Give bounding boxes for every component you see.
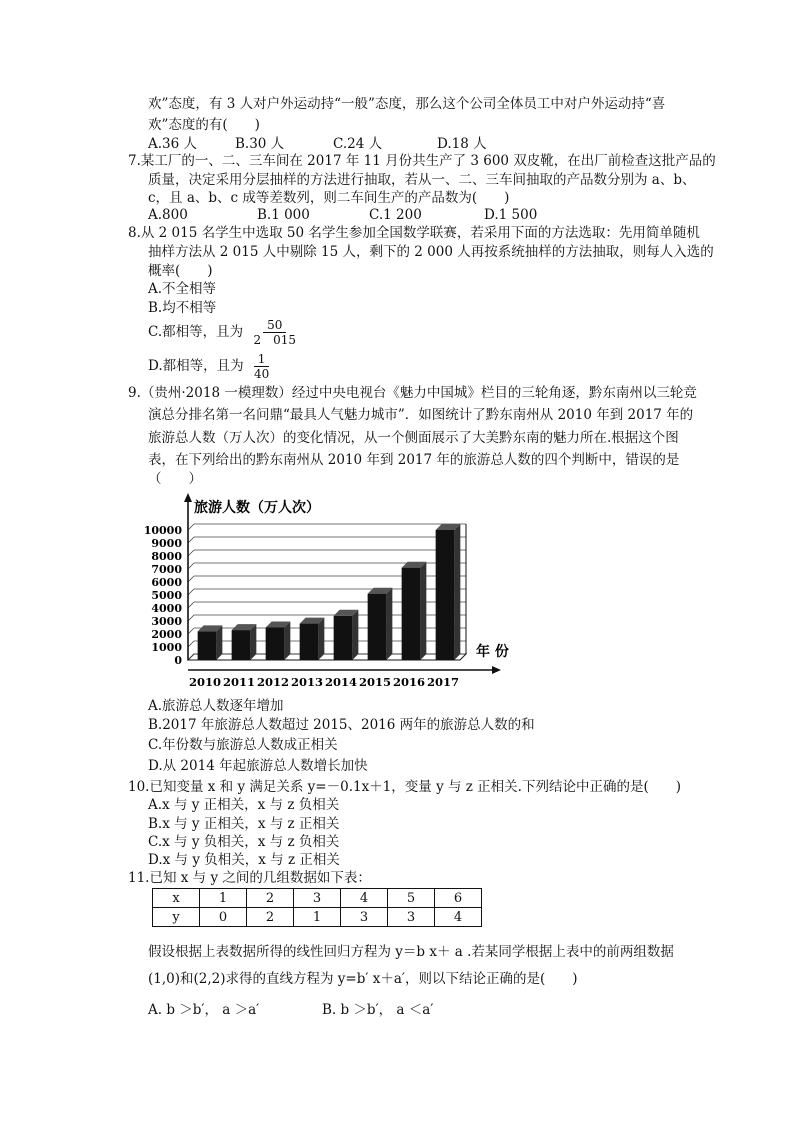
table-cell: 4 [435,908,482,927]
bar-side [318,618,324,660]
y-axis-arrow [184,493,192,502]
q9-line-1: 9.（贵州·2018 一模理数）经过中央电视台《魅力中国城》栏目的三轮角逐，黔东南州以三轮竞 [128,385,697,401]
gridline-diagonal [188,550,194,556]
q10-line-1: 10.已知变量 x 和 y 满足关系 y=－0.1x＋1，变量 y 与 z 正相关.下列结论中正确的是( ) [128,779,682,795]
q8-line-2: 抽样方法从 2 015 人中剔除 15 人，剩下的 2 000 人再按系统抽样的方法抽取，则每人入选的 [148,244,714,260]
q6-line-1: 欢”态度，有 3 人对户外运动持“一般”态度，那么这个公司全体员工中对户外运动持“喜 [148,96,666,112]
q6-option-b: B.30 人 [235,136,285,152]
q8-option-b: B.均不相等 [148,300,217,316]
q10-option-c: C.x 与 y 负相关，x 与 z 负相关 [148,834,340,850]
table-row-y [153,908,482,927]
y-tick-label: 4000 [151,602,182,615]
q8-option-d-text: D.都相等，且为 [148,358,244,374]
bar-side [284,622,290,661]
bar-side [386,588,392,660]
gridline-diagonal [188,602,194,608]
q8-line-1: 8.从 2 015 名学生中选取 50 名学生参加全国数学联赛，若采用下面的方法选取：先用简单随机 [128,225,700,241]
q9-line-3: 旅游总人数（万人次）的变化情况，从一个侧面展示了大美黔东南的魅力所在.根据这个图 [148,430,679,446]
table-cell: 2 [247,908,294,927]
bar [334,616,353,660]
table-cell: 1 [200,889,247,908]
x-tick-label: 2010 [188,675,222,689]
q8-option-d [148,352,273,381]
y-tick-label: 10000 [143,524,182,537]
x-axis-arrow [492,666,501,674]
chart-title: 旅游人数（万人次） [194,500,320,516]
q7-line-2: 质量，决定采用分层抽样的方法进行抽取，若从一、二、三车间抽取的产品数分别为 a、b、 [148,172,696,188]
gridline-diagonal [188,524,194,530]
bar [436,530,455,660]
q7-option-d: D.1 500 [484,207,538,223]
y-tick-label: 0 [174,654,182,667]
gridline-diagonal [188,537,194,543]
q11-line-3: (1,0)和(2,2)求得的直线方程为 y=b′ x＋a′，则以下结论正确的是( ) [148,971,578,987]
y-tick-label: 9000 [151,537,182,550]
q8-line-3: 概率( ) [148,263,213,279]
table-cell: 4 [341,889,388,908]
tourism-bar-chart [140,492,520,692]
q6-option-c: C.24 人 [333,136,383,152]
q9-line-4: 表，在下列给出的黔东南州从 2010 年到 2017 年的旅游总人数的四个判断中，错误的是 [148,452,680,468]
x-tick-label: 2017 [426,675,460,689]
q9-option-c: C.年份数与旅游总人数成正相关 [148,737,338,753]
q8-option-d-fraction [250,352,273,381]
q9-line-2: 演总分排名第一名问鼎“最具人气魅力城市”．如图统计了黔东南州从 2010 年到 2017 年的 [148,407,694,423]
table-cell: y [153,908,200,927]
q9-option-a: A.旅游总人数逐年增加 [148,698,284,714]
table-cell: x [153,889,200,908]
x-tick-label: 2011 [222,675,256,689]
chart-plot-area [144,493,501,689]
x-tick-label: 2013 [290,675,324,689]
q11-line-1: 11.已知 x 与 y 之间的几组数据如下表： [128,870,371,886]
table-cell: 6 [435,889,482,908]
y-tick-label: 8000 [151,550,182,563]
bar-side [250,624,256,660]
bar [266,628,285,661]
fraction-denominator: 2 015 [253,333,296,347]
gridline-diagonal [188,563,194,569]
q7-option-b: B.1 000 [257,207,310,223]
q7-option-a: A.800 [148,207,188,223]
q11-option-a: A. b ＞b′， a ＞a′ [148,1002,260,1018]
fraction-numerator: 50 [263,318,286,333]
fraction-denominator: 40 [253,367,270,381]
table-cell: 3 [294,889,341,908]
y-tick-label: 6000 [151,576,182,589]
q10-option-d: D.x 与 y 负相关，x 与 z 正相关 [148,852,340,868]
y-tick-label: 7000 [151,563,182,576]
fraction-numerator: 1 [254,352,270,367]
gridline-diagonal [188,589,194,595]
q10-option-b: B.x 与 y 正相关，x 与 z 正相关 [148,816,340,832]
q7-line-3: c，且 a、b、c 成等差数列，则二车间生产的产品数为( ) [148,190,510,206]
table-row-x [153,889,482,908]
x-tick-label: 2016 [392,675,426,689]
q7-option-c: C.1 200 [369,207,422,223]
data-table [152,888,482,927]
bar-side [420,562,426,660]
x-tick-label: 2014 [324,675,358,689]
table-cell: 1 [294,908,341,927]
y-tick-label: 1000 [151,641,182,654]
gridline-diagonal [188,641,194,647]
bar [300,624,319,660]
q6-option-a: A.36 人 [148,136,198,152]
bar-side [216,625,222,660]
bar [368,594,387,660]
gridline-diagonal [188,615,194,621]
q8-option-c-fraction [249,318,300,347]
q9-option-d: D.从 2014 年起旅游总人数增长加快 [148,758,368,774]
table-cell: 3 [388,908,435,927]
q6-option-d: D.18 人 [437,136,487,152]
y-tick-label: 3000 [151,615,182,628]
chart-x-axis-label: 年 份 [476,644,509,660]
q11-option-b: B. b ＞b′， a ＜a′ [322,1002,434,1018]
bar [232,630,251,660]
q6-line-2: 欢”态度的有( ) [148,117,260,133]
x-tick-label: 2012 [256,675,290,689]
bar [402,568,421,660]
q8-option-c [148,318,300,347]
q11-line-2: 假设根据上表数据所得的线性回归方程为 y＝b x＋ a .若某同学根据上表中的前两组数据 [148,944,674,960]
table-cell: 3 [341,908,388,927]
gridline-diagonal [188,628,194,634]
q7-line-1: 7.某工厂的一、二、三车间在 2017 年 11 月份共生产了 3 600 双皮靴，在出厂前检查这批产品的 [128,153,716,169]
q10-option-a: A.x 与 y 正相关，x 与 z 负相关 [148,797,340,813]
table-cell: 2 [247,889,294,908]
bar-side [352,610,358,660]
q9-line-5: （ ） [148,471,202,487]
y-tick-label: 5000 [151,589,182,602]
q8-option-c-text: C.都相等，且为 [148,324,244,340]
gridline-diagonal [188,576,194,582]
table-cell: 0 [200,908,247,927]
x-tick-label: 2015 [358,675,392,689]
bar-side [454,524,460,660]
bar [198,631,217,660]
q8-option-a: A.不全相等 [148,281,217,297]
y-tick-label: 2000 [151,628,182,641]
table-cell: 5 [388,889,435,908]
q9-option-b: B.2017 年旅游总人数超过 2015、2016 两年的旅游总人数的和 [148,717,535,733]
